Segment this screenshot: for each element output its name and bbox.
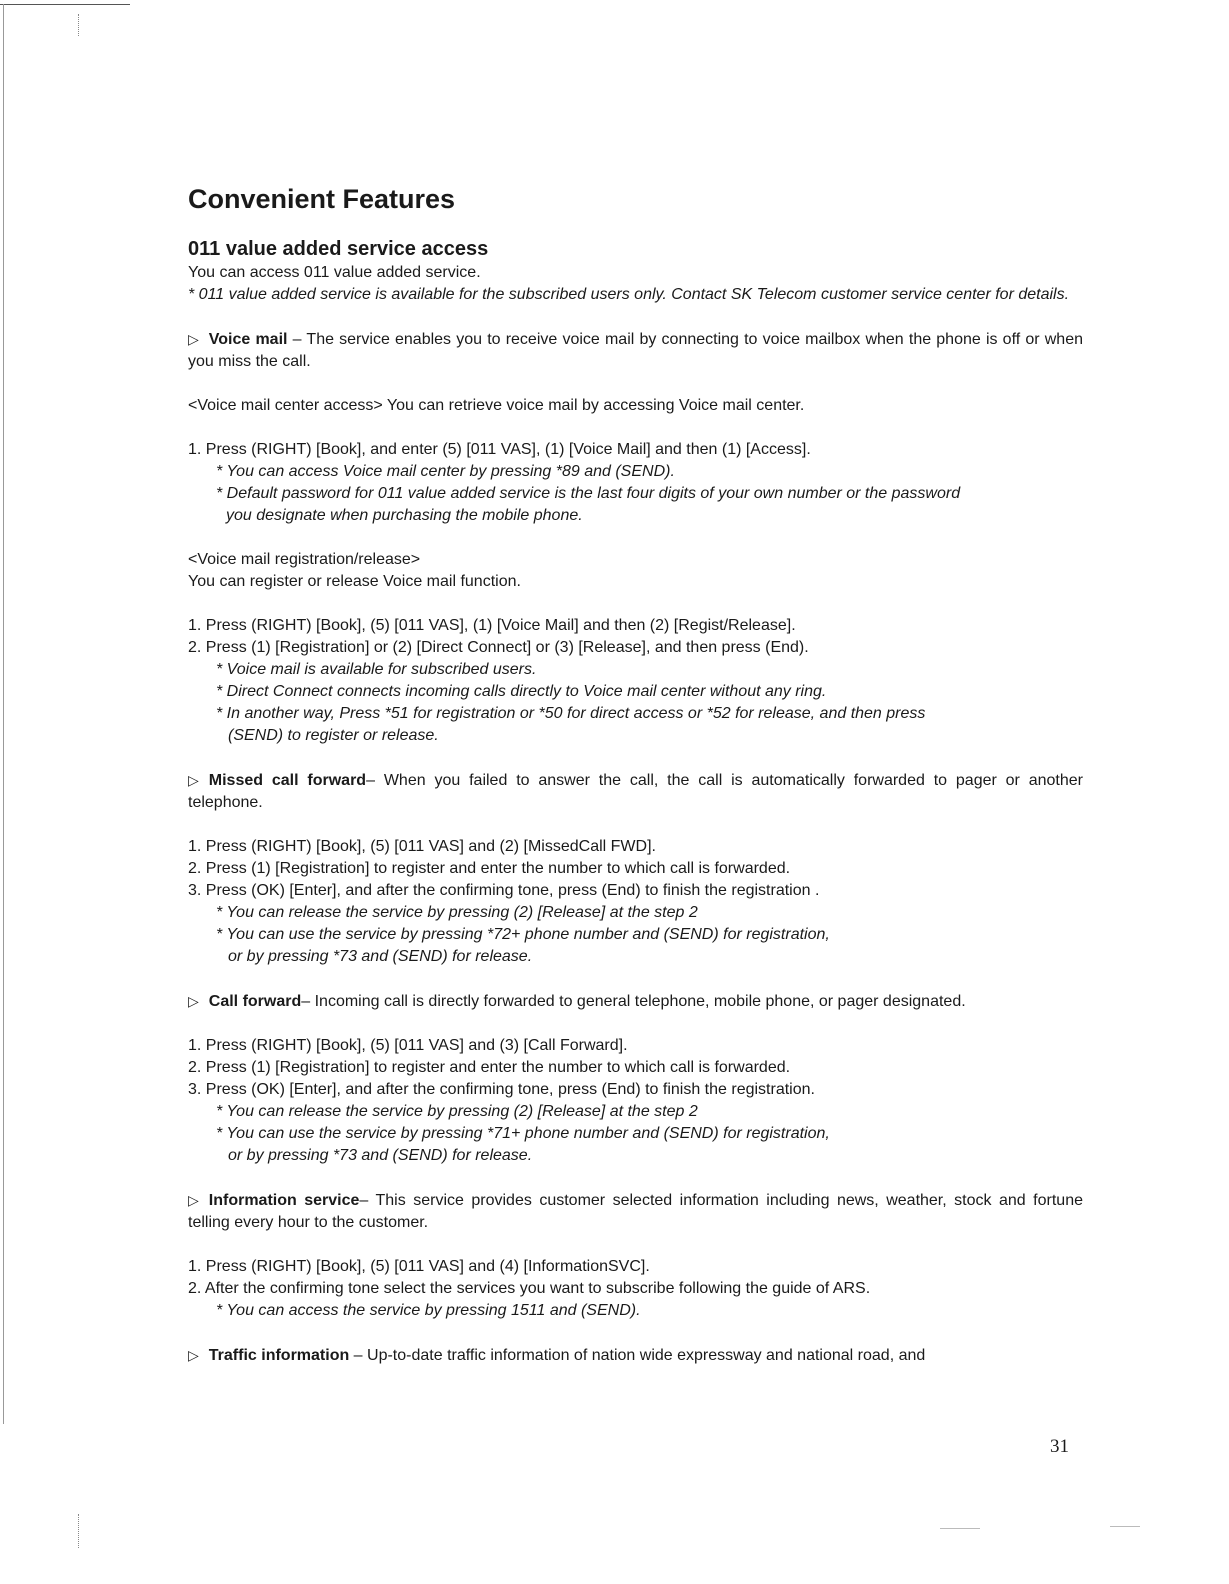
page-title: Convenient Features bbox=[188, 184, 456, 214]
voice-mail-reg-note-3: * In another way, Press *51 for registration or *50 for direct access or *52 for release, and then press bbox=[216, 705, 926, 722]
missed-call-desc: – When you failed to answer the call, the call is automatically forwarded to pager or another telephone. bbox=[188, 772, 1083, 811]
triangle-marker-icon: ▷ bbox=[188, 1347, 199, 1363]
scan-mark-bottom bbox=[78, 1514, 80, 1548]
missed-call-note-2-cont: or by pressing *73 and (SEND) for release. bbox=[228, 948, 533, 965]
triangle-marker-icon: ▷ bbox=[188, 993, 199, 1009]
voice-mail-reg-note-3-cont: (SEND) to register or release. bbox=[228, 727, 439, 744]
info-service-step-2: 2. After the confirming tone select the services you want to subscribe following the guide of ARS. bbox=[188, 1280, 871, 1297]
scan-mark-top bbox=[78, 14, 80, 36]
missed-call-label: Missed call forward bbox=[208, 772, 367, 789]
call-forward-step-1: 1. Press (RIGHT) [Book], (5) [011 VAS] and (3) [Call Forward]. bbox=[188, 1037, 628, 1054]
call-forward-desc: – Incoming call is directly forwarded to general telephone, mobile phone, or pager designated. bbox=[301, 993, 966, 1010]
voice-mail-reg-note-2: * Direct Connect connects incoming calls directly to Voice mail center without any ring. bbox=[216, 683, 827, 700]
voice-mail-desc: – The service enables you to receive voice mail by connecting to voice mailbox when the phone is off or when you miss the call. bbox=[188, 331, 1083, 370]
scan-noise bbox=[940, 1528, 980, 1529]
traffic-desc: – Up-to-date traffic information of nation wide expressway and national road, and bbox=[349, 1347, 926, 1364]
section-title: 011 value added service access bbox=[188, 238, 489, 260]
missed-call-note-2: * You can use the service by pressing *72+ phone number and (SEND) for registration, bbox=[216, 926, 830, 943]
call-forward-paragraph bbox=[188, 990, 1083, 1013]
voice-mail-label: Voice mail bbox=[208, 331, 288, 348]
call-forward-step-3: 3. Press (OK) [Enter], and after the confirming tone, press (End) to finish the registration. bbox=[188, 1081, 815, 1098]
triangle-marker-icon: ▷ bbox=[188, 1192, 199, 1208]
info-service-paragraph bbox=[188, 1189, 1083, 1234]
voice-mail-step-1: 1. Press (RIGHT) [Book], and enter (5) [011 VAS], (1) [Voice Mail] and then (1) [Access]. bbox=[188, 441, 811, 458]
intro-text: You can access 011 value added service. bbox=[188, 264, 481, 281]
scan-left-edge bbox=[3, 4, 4, 1424]
scan-noise bbox=[1110, 1526, 1140, 1527]
scan-top-rule bbox=[0, 4, 130, 5]
missed-call-note-1: * You can release the service by pressing (2) [Release] at the step 2 bbox=[216, 904, 698, 921]
content-flow bbox=[188, 236, 1083, 1367]
voice-mail-reg-step-1: 1. Press (RIGHT) [Book], (5) [011 VAS], (1) [Voice Mail] and then (2) [Regist/Release]. bbox=[188, 617, 796, 634]
triangle-marker-icon: ▷ bbox=[188, 772, 199, 788]
missed-call-step-2: 2. Press (1) [Registration] to register and enter the number to which call is forwarded. bbox=[188, 860, 791, 877]
call-forward-note-2-cont: or by pressing *73 and (SEND) for release. bbox=[228, 1147, 533, 1164]
voice-mail-reg-step-2: 2. Press (1) [Registration] or (2) [Direct Connect] or (3) [Release], and then press (End). bbox=[188, 639, 809, 656]
intro-note: * 011 value added service is available for the subscribed users only. Contact SK Telecom customer service center for details. bbox=[188, 286, 1070, 303]
traffic-paragraph bbox=[188, 1344, 1083, 1367]
voice-mail-note-2: * Default password for 011 value added service is the last four digits of your own number or the password bbox=[216, 485, 961, 502]
info-service-step-1: 1. Press (RIGHT) [Book], (5) [011 VAS] and (4) [InformationSVC]. bbox=[188, 1258, 650, 1275]
triangle-marker-icon: ▷ bbox=[188, 331, 199, 347]
call-forward-label: Call forward bbox=[208, 993, 302, 1010]
info-service-desc: – This service provides customer selected information including news, weather, stock and fortune telling every hour to the customer. bbox=[188, 1192, 1083, 1231]
voice-mail-reg-heading: <Voice mail registration/release> bbox=[188, 551, 421, 568]
voice-mail-note-2-cont: you designate when purchasing the mobile phone. bbox=[226, 507, 583, 524]
info-service-note-1: * You can access the service by pressing 1511 and (SEND). bbox=[216, 1302, 641, 1319]
missed-call-step-3: 3. Press (OK) [Enter], and after the confirming tone, press (End) to finish the registration . bbox=[188, 882, 820, 899]
page-number: 31 bbox=[1050, 1436, 1069, 1457]
missed-call-step-1: 1. Press (RIGHT) [Book], (5) [011 VAS] and (2) [MissedCall FWD]. bbox=[188, 838, 656, 855]
info-service-label: Information service bbox=[208, 1192, 360, 1209]
call-forward-step-2: 2. Press (1) [Registration] to register and enter the number to which call is forwarded. bbox=[188, 1059, 791, 1076]
missed-call-paragraph bbox=[188, 769, 1083, 814]
voice-mail-center-access: <Voice mail center access> You can retrieve voice mail by accessing Voice mail center. bbox=[188, 397, 805, 414]
voice-mail-paragraph bbox=[188, 328, 1083, 373]
traffic-label: Traffic information bbox=[208, 1347, 350, 1364]
call-forward-note-1: * You can release the service by pressing (2) [Release] at the step 2 bbox=[216, 1103, 698, 1120]
voice-mail-reg-note-1: * Voice mail is available for subscribed users. bbox=[216, 661, 537, 678]
call-forward-note-2: * You can use the service by pressing *71+ phone number and (SEND) for registration, bbox=[216, 1125, 830, 1142]
voice-mail-reg-desc: You can register or release Voice mail function. bbox=[188, 573, 521, 590]
voice-mail-note-1: * You can access Voice mail center by pressing *89 and (SEND). bbox=[216, 463, 675, 480]
